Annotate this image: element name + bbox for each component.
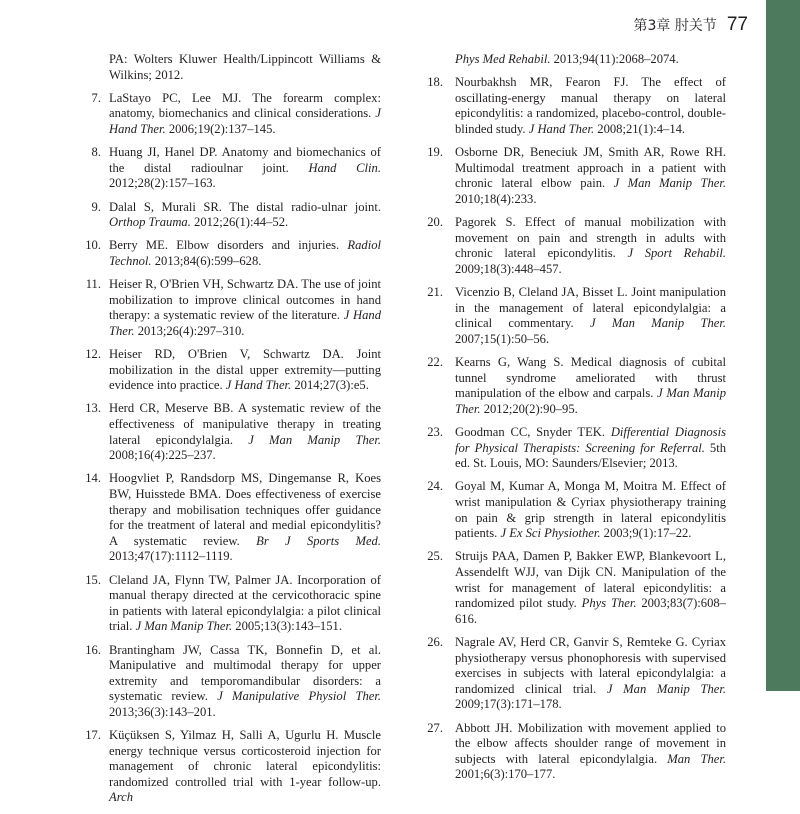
journal-title: J Hand Ther. bbox=[109, 106, 381, 136]
reference-entry bbox=[76, 277, 381, 339]
reference-entry bbox=[76, 200, 381, 231]
page-number: 77 bbox=[726, 14, 748, 35]
reference-number: 10. bbox=[85, 238, 101, 253]
reference-text: 2013;47(17):1112–1119. bbox=[109, 549, 233, 564]
reference-text: Abbott JH. Mobilization with movement applied to the elbow affects shoulder range of movement in subjects with lateral epicondylalgia. bbox=[455, 720, 726, 766]
reference-entry bbox=[417, 549, 726, 627]
reference-text: 2012;20(2):90–95. bbox=[480, 401, 578, 416]
reference-entry bbox=[417, 75, 726, 137]
reference-text: 2006;19(2):137–145. bbox=[165, 121, 276, 136]
reference-text: Nourbakhsh MR, Fearon FJ. The effect of oscillating-energy manual therapy on lateral epicondylitis: a randomized, placebo-control, double-blinded study. bbox=[455, 75, 726, 136]
reference-number: 23. bbox=[427, 425, 443, 440]
reference-entry bbox=[417, 721, 726, 783]
journal-title: Man Ther. bbox=[667, 751, 726, 766]
reference-text: Struijs PAA, Damen P, Bakker EWP, Blankevoort L, Assendelft WJJ, van Dijk CN. Manipulation of the wrist for management of lateral epicondylitis: a randomized pilot study. bbox=[455, 549, 726, 611]
reference-number: 22. bbox=[427, 355, 443, 370]
reference-number: 16. bbox=[85, 642, 101, 657]
reference-text: Dalal S, Murali SR. The distal radio-ulnar joint. bbox=[109, 199, 381, 214]
reference-text: 2005;13(3):143–151. bbox=[232, 619, 342, 634]
reference-number: 25. bbox=[427, 549, 443, 564]
reference-column-left bbox=[76, 52, 381, 814]
journal-title: Orthop Trauma. bbox=[109, 215, 191, 230]
reference-entry bbox=[417, 285, 726, 347]
reference-text: Heiser RD, O'Brien V, Schwartz DA. Joint mobilization in the distal upper extremity—putting evidence into practice. bbox=[109, 347, 381, 393]
journal-title: J Hand Ther. bbox=[528, 121, 595, 136]
reference-entry bbox=[76, 238, 381, 269]
reference-entry bbox=[76, 643, 381, 721]
reference-text: 2012;26(1):44–52. bbox=[190, 215, 289, 230]
reference-text: 2013;36(3):143–201. bbox=[109, 704, 216, 719]
reference-text: 2009;18(3):448–457. bbox=[455, 261, 562, 276]
reference-text: 2013;84(6):599–628. bbox=[151, 253, 262, 268]
reference-number: 27. bbox=[427, 720, 443, 735]
journal-title: Phys Ther. bbox=[581, 596, 637, 611]
reference-text: 2009;17(3):171–178. bbox=[455, 697, 562, 712]
reference-text: Kearns G, Wang S. Medical diagnosis of cubital tunnel syndrome ameliorated with thrust manipulation of the elbow and carpals. bbox=[455, 355, 726, 401]
reference-text: Brantingham JW, Cassa TK, Bonnefin D, et al. Manipulative and multimodal therapy for upper extremity and temporomandibular disorders: a systematic review. bbox=[109, 642, 381, 704]
reference-text: LaStayo PC, Lee MJ. The forearm complex: anatomy, biomechanics and clinical considerations. bbox=[109, 90, 381, 121]
reference-entry bbox=[417, 145, 726, 207]
reference-text: 2013;26(4):297–310. bbox=[134, 323, 245, 338]
journal-title: Hand Clin. bbox=[308, 160, 381, 175]
reference-entry bbox=[76, 728, 381, 806]
reference-number: 11. bbox=[85, 277, 101, 292]
reference-text: Goodman CC, Snyder TEK. bbox=[455, 425, 611, 440]
reference-number: 12. bbox=[85, 347, 101, 362]
reference-text: Hoogvliet P, Randsdorp MS, Dingemanse R, Koes BW, Huisstede BMA. Does effectiveness of exercise therapy and mobilisation techniques offer guidance for the treatment of lateral and medial epicondylitis? A systematic review. bbox=[109, 471, 381, 548]
reference-column-right bbox=[417, 52, 726, 790]
reference-text: 2008;21(1):4–14. bbox=[594, 121, 686, 136]
journal-title: J Ex Sci Physiother. bbox=[500, 526, 601, 541]
reference-text: 5th ed. St. Louis, MO: Saunders/Elsevier; 2013. bbox=[455, 440, 726, 471]
running-head bbox=[634, 14, 749, 36]
reference-entry bbox=[76, 347, 381, 394]
reference-text: Heiser R, O'Brien VH, Schwartz DA. The use of joint mobilization to improve clinical outcomes in hand therapy: a systematic review of the literature. bbox=[109, 277, 381, 323]
journal-title: J Man Manip Ther. bbox=[135, 619, 233, 634]
reference-entry bbox=[417, 425, 726, 472]
reference-text: 2001;6(3):170–177. bbox=[455, 767, 556, 782]
reference-text: 2012;28(2):157–163. bbox=[109, 176, 216, 191]
reference-text: Nagrale AV, Herd CR, Ganvir S, Remteke G. Cyriax physiotherapy versus phonophoresis with supervised exercises in subjects with lateral epicondylalgia: a randomized clinical trial. bbox=[455, 634, 726, 696]
reference-text: Berry ME. Elbow disorders and injuries. bbox=[109, 238, 348, 253]
reference-number: 18. bbox=[427, 75, 443, 90]
reference-number: 26. bbox=[427, 634, 443, 649]
reference-entry bbox=[417, 635, 726, 713]
chapter-side-tab bbox=[766, 0, 800, 691]
journal-title: J Man Manip Ther. bbox=[606, 681, 726, 696]
reference-entry bbox=[76, 145, 381, 192]
journal-title: J Man Manip Ther. bbox=[455, 386, 726, 416]
chapter-title: 第3章 肘关节 bbox=[633, 18, 717, 34]
reference-number: 17. bbox=[85, 728, 101, 743]
reference-entry bbox=[76, 91, 381, 138]
journal-title: J Sport Rehabil. bbox=[627, 246, 726, 261]
journal-title: Phys Med Rehabil. bbox=[455, 52, 551, 66]
reference-text: Cleland JA, Flynn TW, Palmer JA. Incorporation of manual therapy directed at the cervicothoracic spine in patients with lateral epicondylalgia: a pilot clinical trial. bbox=[109, 572, 381, 634]
reference-text: 2010;18(4):233. bbox=[455, 191, 537, 206]
reference-text: Pagorek S. Effect of manual mobilization with movement on pain and strength in adults with chronic lateral epicondylitis. bbox=[455, 215, 726, 261]
reference-entry bbox=[417, 355, 726, 417]
reference-text: Huang JI, Hanel DP. Anatomy and biomechanics of the distal radioulnar joint. bbox=[109, 145, 381, 175]
reference-continuation bbox=[417, 52, 726, 68]
reference-number: 20. bbox=[427, 215, 443, 230]
reference-number: 19. bbox=[427, 145, 443, 160]
reference-text: Vicenzio B, Cleland JA, Bisset L. Joint manipulation in the management of lateral epicondylalgia: a clinical commentary. bbox=[455, 285, 726, 331]
reference-number: 13. bbox=[85, 401, 101, 416]
reference-text: PA: Wolters Kluwer Health/Lippincott Williams & Wilkins; 2012. bbox=[109, 52, 381, 82]
journal-title: J Man Manip Ther. bbox=[248, 432, 382, 447]
journal-title: Differential Diagnosis for Physical Therapists: Screening for Referral. bbox=[455, 425, 726, 455]
journal-title: J Man Manip Ther. bbox=[613, 176, 726, 191]
reference-number: 7. bbox=[91, 90, 101, 105]
reference-text: 2013;94(11):2068–2074. bbox=[550, 52, 679, 66]
reference-number: 8. bbox=[91, 145, 101, 160]
reference-text: Küçüksen S, Yilmaz H, Salli A, Ugurlu H. Muscle energy technique versus corticosteroid injection for management of chronic lateral epicondylitis: randomized controlled trial with 1-year follow-up. bbox=[109, 728, 381, 789]
reference-text: 2003;83(7):608–616. bbox=[455, 596, 726, 626]
reference-entry bbox=[76, 471, 381, 565]
reference-continuation bbox=[76, 52, 381, 83]
reference-number: 14. bbox=[85, 471, 101, 486]
reference-number: 9. bbox=[91, 199, 101, 214]
reference-text: 2007;15(1):50–56. bbox=[455, 331, 550, 346]
journal-title: Arch bbox=[109, 790, 134, 805]
reference-text: Goyal M, Kumar A, Monga M, Moitra M. Effect of wrist manipulation & Cyriax physiotherapy training on pain & grip strength in lateral epicondylitis patients. bbox=[455, 479, 726, 541]
journal-title: J Manipulative Physiol Ther. bbox=[217, 689, 381, 704]
reference-entry bbox=[417, 215, 726, 277]
reference-text: 2008;16(4):225–237. bbox=[109, 448, 216, 463]
journal-title: J Hand Ther. bbox=[109, 308, 381, 338]
reference-entry bbox=[76, 573, 381, 635]
reference-text: Herd CR, Meserve BB. A systematic review of the effectiveness of manipulative therapy in treating lateral epicondylalgia. bbox=[109, 401, 381, 447]
reference-entry bbox=[76, 401, 381, 463]
journal-title: J Man Manip Ther. bbox=[589, 316, 726, 331]
journal-title: Radiol Technol. bbox=[109, 238, 381, 268]
reference-text: 2003;9(1):17–22. bbox=[600, 526, 692, 541]
reference-number: 21. bbox=[427, 285, 443, 300]
journal-title: J Hand Ther. bbox=[225, 378, 292, 393]
journal-title: Br J Sports Med. bbox=[256, 533, 381, 548]
reference-text: 2014;27(3):e5. bbox=[291, 378, 369, 393]
reference-number: 15. bbox=[85, 572, 101, 587]
reference-number: 24. bbox=[427, 479, 443, 494]
reference-entry bbox=[417, 479, 726, 541]
reference-text: Osborne DR, Beneciuk JM, Smith AR, Rowe RH. Multimodal treatment approach in a patient with chronic lateral elbow pain. bbox=[455, 145, 726, 191]
